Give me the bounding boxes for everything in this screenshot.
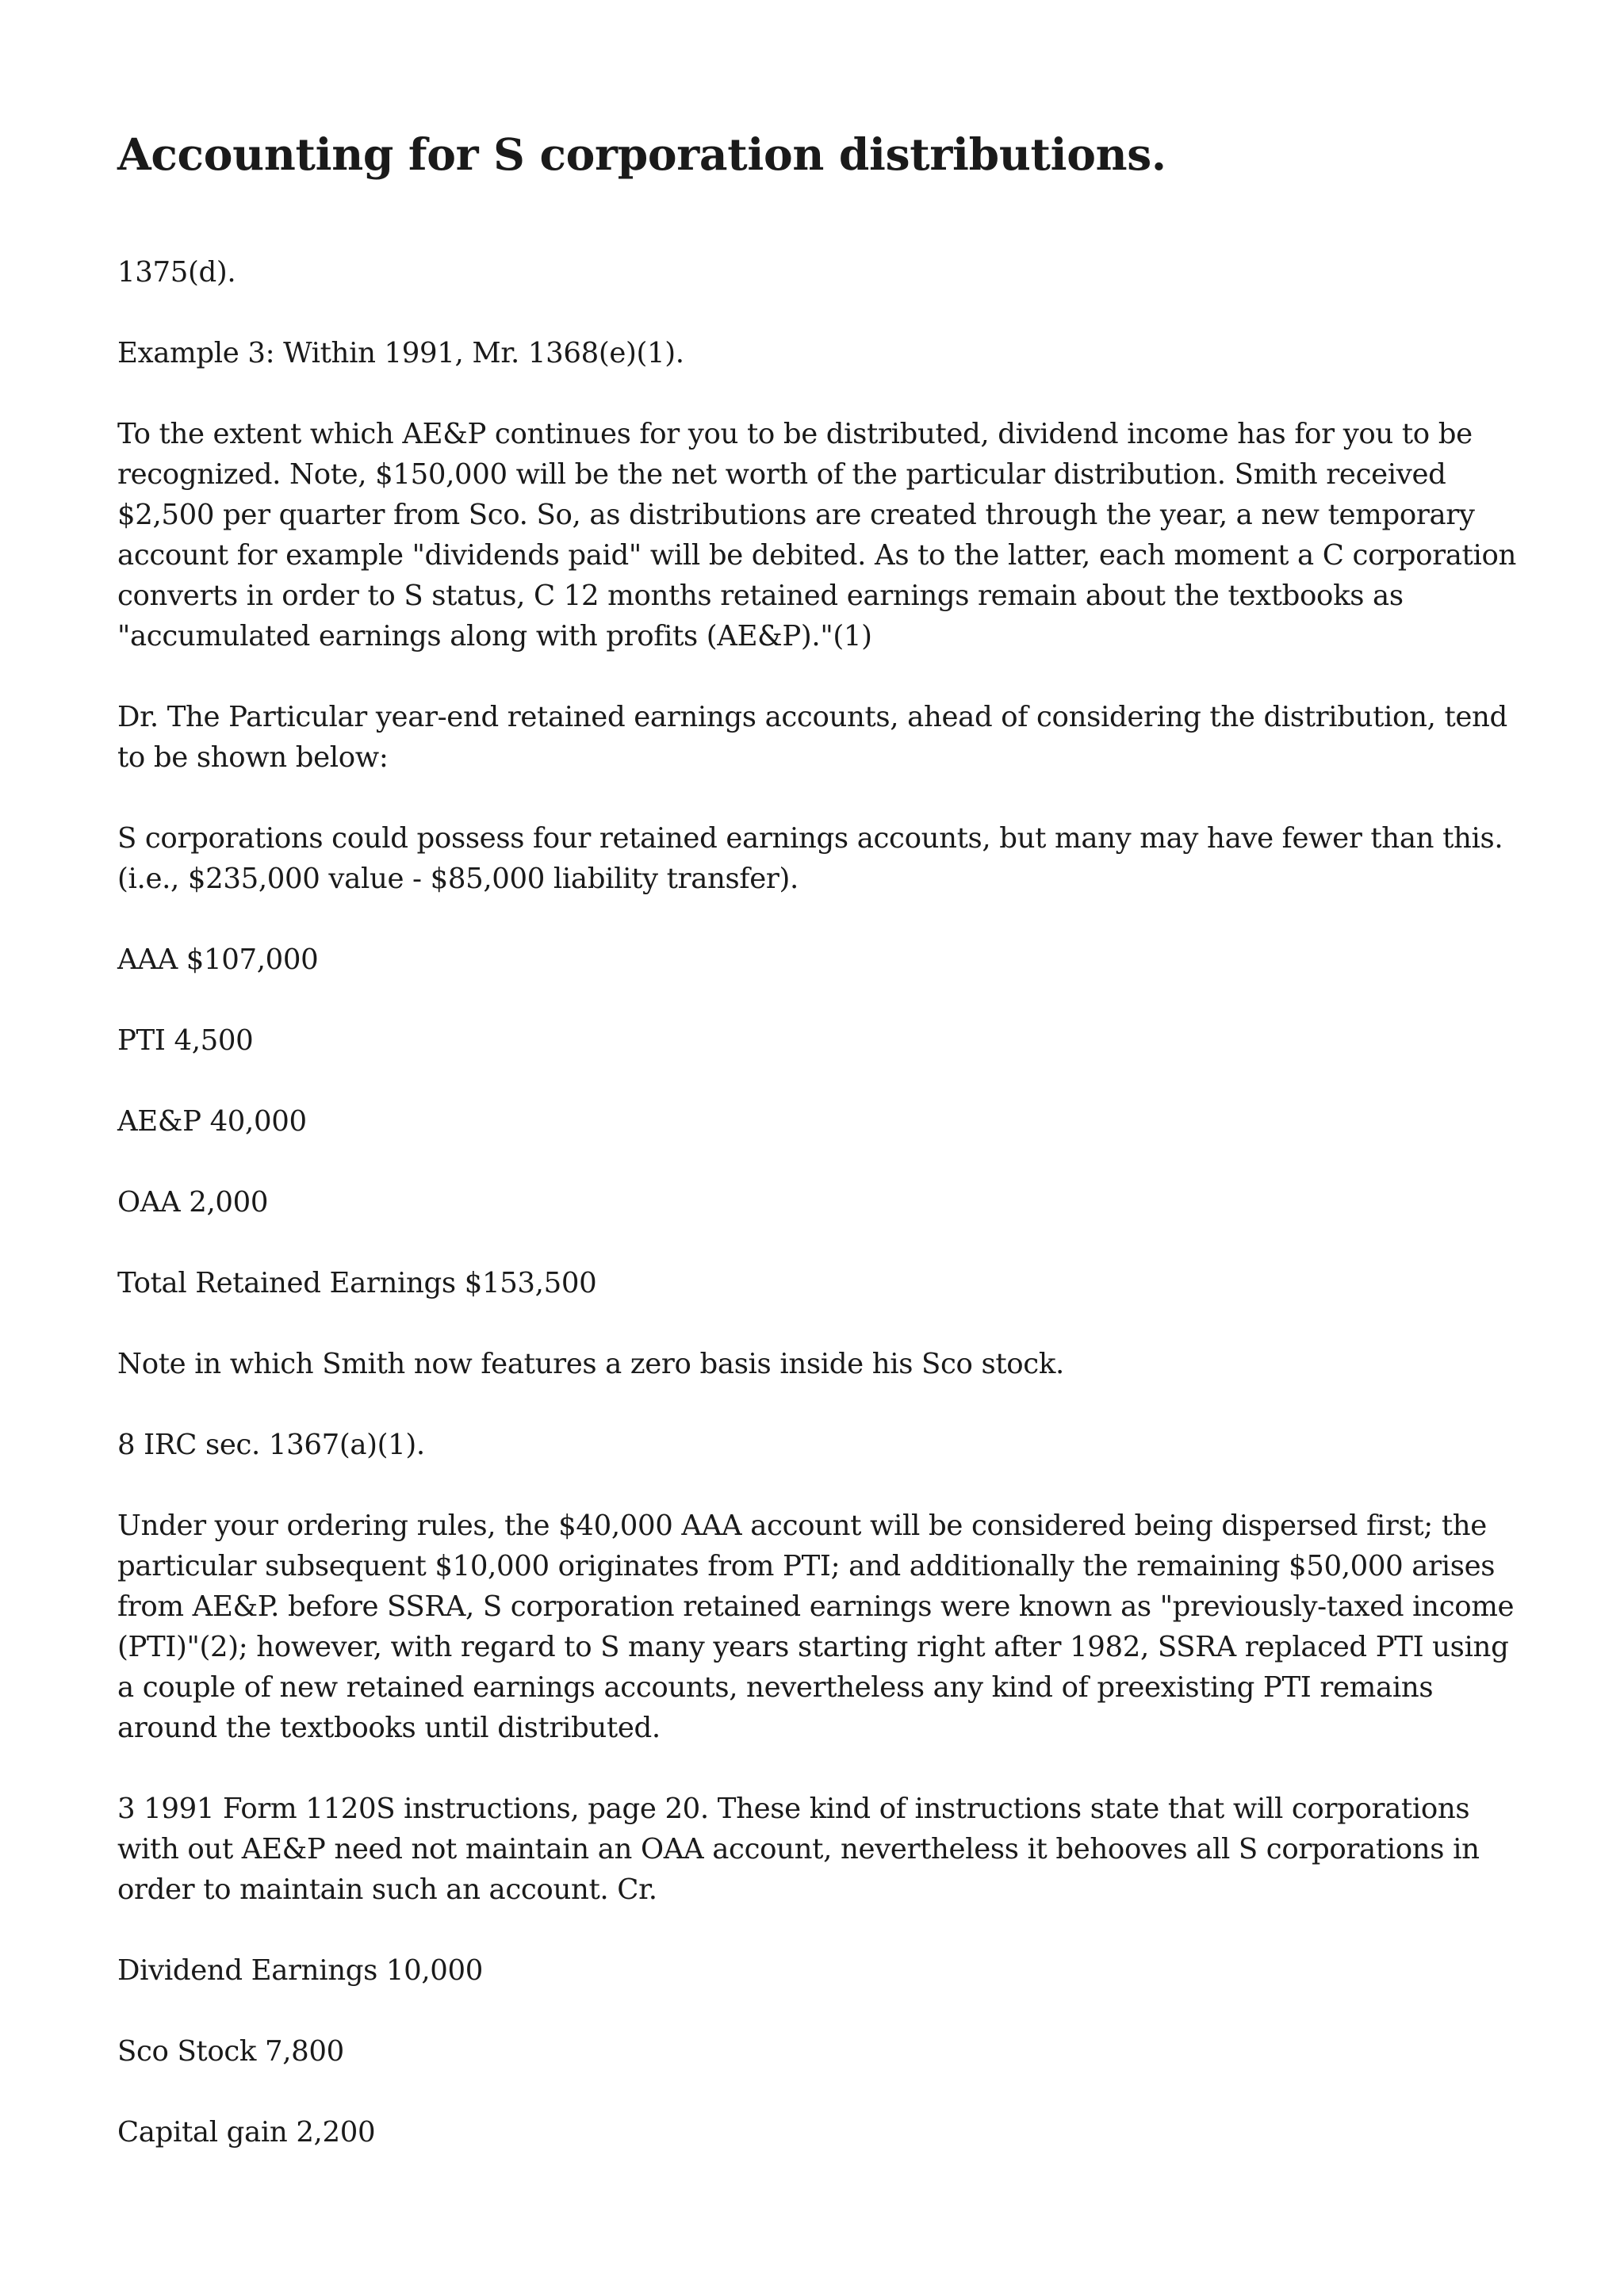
page-title: Accounting for S corporation distributions. — [117, 128, 1166, 180]
paragraph-ordering-rules: Under your ordering rules, the $40,000 AAA account will be considered being dispersed first; the particular subsequent $10,000 originates from PTI; and additionally the remaining $50,000 arises from AE&P. before SSRA, S corporation retained earnings were known as "previously-taxed income (PTI)"(2); however, with regard to S many years starting right after 1982, SSRA replaced PTI using a couple of new retained earnings accounts, nevertheless any kind of preexisting PTI remains around the textbooks until distributed. — [117, 1510, 1515, 1744]
account-line-aep: AE&P 40,000 — [117, 1105, 307, 1138]
document-page — [117, 119, 1529, 2193]
account-line-aaa: AAA $107,000 — [117, 943, 319, 976]
account-line-total: Total Retained Earnings $153,500 — [117, 1267, 597, 1299]
entry-line-dividend: Dividend Earnings 10,000 — [117, 1954, 484, 1987]
account-line-pti: PTI 4,500 — [117, 1024, 254, 1057]
entry-line-capital-gain: Capital gain 2,200 — [117, 2116, 376, 2149]
paragraph-section-ref: 1375(d). — [117, 256, 236, 289]
paragraph-dividend-income: To the extent which AE&P continues for you to be distributed, dividend income has for you to be recognized. Note, $150,000 will be the net worth of the particular distribution. Smith received $2,500 per quarter from Sco. So, as distributions are created through the year, a new temporary account for example "dividends paid" will be debited. As to the latter, each moment a C corporation converts in order to S status, C 12 months retained earnings remain about the textbooks as "accumulated earnings along with profits (AE&P)."(1) — [117, 418, 1516, 652]
footnote-3: 3 1991 Form 1120S instructions, page 20. These kind of instructions state that will corporations with out AE&P need not maintain an OAA account, nevertheless it behooves all S corporations in order to maintain such an account. Cr. — [117, 1793, 1480, 1906]
paragraph-zero-basis: Note in which Smith now features a zero basis inside his Sco stock. — [117, 1348, 1064, 1380]
account-line-oaa: OAA 2,000 — [117, 1186, 269, 1219]
paragraph-example-3: Example 3: Within 1991, Mr. 1368(e)(1). — [117, 337, 684, 369]
paragraph-year-end-accounts: Dr. The Particular year-end retained earnings accounts, ahead of considering the distribution, tend to be shown below: — [117, 701, 1507, 774]
paragraph-four-accounts: S corporations could possess four retained earnings accounts, but many may have fewer than this. (i.e., $235,000 value - $85,000 liability transfer). — [117, 822, 1503, 895]
entry-line-sco-stock: Sco Stock 7,800 — [117, 2035, 344, 2068]
footnote-8: 8 IRC sec. 1367(a)(1). — [117, 1429, 425, 1461]
